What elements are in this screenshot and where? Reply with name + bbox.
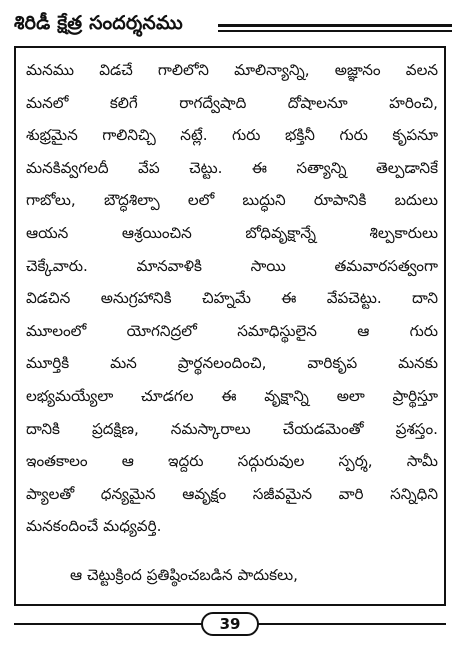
header-rule [218, 24, 452, 27]
text-line: దానికి ప్రదక్షిణ, నమస్కారాలు చేయడమెంతో ప్రశస్తం. [26, 419, 438, 438]
text-line: ప్యాలతో ధన్యమైన ఆవృక్షం సజీవమైన వారి సన్నిధిని [26, 484, 438, 503]
text-line: మూర్తికి మన ప్రార్థనలందించి, వారికృప మనకు [26, 354, 438, 373]
text-line: ఇంతకాలం ఆ ఇద్దరు సద్గురువుల స్పర్శ, సామీ [26, 452, 438, 471]
text-line: గాబోలు, బౌద్ధశిల్పా లలో బుద్ధుని రూపానికి బదులు [26, 191, 438, 210]
page-footer [14, 610, 446, 640]
text-line: మనకివ్వగలదీ వేప చెట్టు. ఈ సత్యాన్ని తెల్పడానికే [26, 158, 438, 177]
page-header [8, 10, 452, 44]
text-line: ఆయన ఆశ్రయించిన బోధివృక్షాన్నే శిల్పకారులు [26, 223, 438, 242]
header-rule-lower [218, 30, 452, 32]
paragraph-gap [26, 543, 438, 559]
text-line: లభ్యమయ్యేలా చూడగల ఈ వృక్షాన్ని అలా ప్రార్థిస్తూ [26, 386, 438, 405]
text-line: మూలంలో యోగనిద్రలో సమాధిస్థులైన ఆ గురు [26, 321, 438, 340]
page-number: 39 [201, 612, 259, 636]
text-line: మనలో కలిగే రాగద్వేషాది దోషాలనూ హరించి, [26, 93, 438, 112]
paragraph-start-line: ఆ చెట్టుక్రింద ప్రతిష్ఠించబడిన పాదుకలు, [70, 565, 298, 584]
body-text [26, 54, 438, 592]
text-line: శుభ్రమైన గాలినిచ్చి నట్లే. గురు భక్తినీ గురు కృపనూ [26, 126, 438, 145]
running-title: శిరిడీ క్షేత్ర సందర్శనము [14, 12, 191, 39]
text-line: మనము విడచే గాలిలోని మాలిన్యాన్ని, అజ్ఞానం వలన [26, 61, 438, 79]
text-line: చెక్కేవారు. మానవాళికి సాయి తమవారసత్వంగా [26, 256, 438, 275]
text-line: విడచిన అనుగ్రహానికి చిహ్నమే ఈ వేపచెట్టు. దాని [26, 289, 438, 308]
text-line: మనకందించే మధ్యవర్తి. [26, 517, 162, 536]
